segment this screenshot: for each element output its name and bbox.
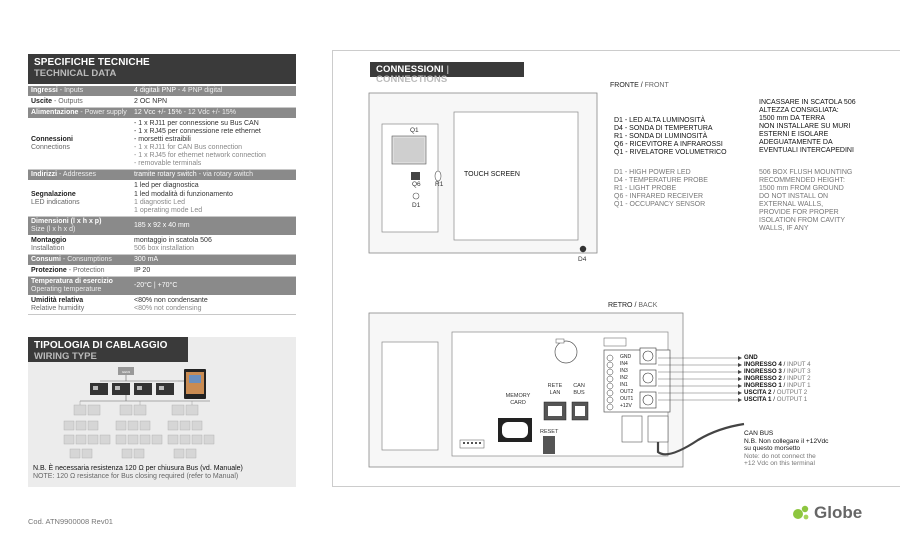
canbus-note-it-line: N.B. Non collegare il +12Vdc <box>744 437 829 445</box>
wiring-note <box>33 465 295 481</box>
spec-value: 12 Vcc +/- 15% - 12 Vdc +/- 15% <box>131 108 296 119</box>
spec-key-en: Protection <box>73 266 105 274</box>
spec-value <box>131 265 296 276</box>
terminal-block <box>604 350 670 412</box>
legend-en-d4: D4 - TEMPERATURE PROBE <box>614 177 708 185</box>
wiring-note-en: NOTE: 120 Ω resistance for Bus closing required (refer to Manual) <box>33 473 239 481</box>
spec-key-en: Installation <box>31 244 65 252</box>
front-label-it: FRONTE <box>610 82 639 89</box>
spec-row <box>28 254 296 265</box>
spec-key: Protezione - Protection <box>28 265 131 276</box>
spec-key-it: Protezione <box>31 266 67 274</box>
spec-value-line-en: 506 box installation <box>134 244 194 252</box>
canbus-note-it-line: su questo morsetto <box>744 445 801 453</box>
terminal-label: OUT1 <box>620 396 634 402</box>
canbus-title: CAN BUS <box>744 430 774 437</box>
rete-lan-label <box>543 383 567 396</box>
spec-row <box>28 119 296 170</box>
can-bus-port-line: CAN <box>573 383 585 389</box>
spec-key-it: Montaggio <box>31 236 67 244</box>
spec-key: Alimentazione - Power supply <box>28 108 131 119</box>
spec-value-it: 185 x 92 x 40 mm <box>134 221 190 229</box>
front-legend-en <box>614 169 708 209</box>
spec-value <box>131 119 296 170</box>
legend-it-d1: D1 - LED ALTA LUMINOSITÀ <box>614 117 706 124</box>
legend-it-q1: Q1 - RIVELATORE VOLUMETRICO <box>614 149 727 157</box>
spec-value-line-it: - 1 x RJ45 per connessione rete ethernet <box>134 128 261 136</box>
spec-value-line-en: 1 diagnostic Led <box>134 198 185 206</box>
memory-card-line: MEMORY <box>505 393 531 399</box>
spec-key-en: Power supply <box>84 109 127 117</box>
spec-key-en: Operating temperature <box>31 285 102 293</box>
spec-key-en: Size (l x h x d) <box>31 225 76 233</box>
spec-value: 4 digitali PNP - 4 PNP digital <box>131 86 296 97</box>
spec-key <box>28 181 131 216</box>
spec-value-it: -20°C | +70°C <box>134 281 178 289</box>
can-terminal-left <box>622 416 642 442</box>
footer-code: Cod. ATN9900008 Rev01 <box>28 517 113 526</box>
spec-value-line-en: <80% not condensing <box>134 305 202 313</box>
terminal-label: IN3 <box>620 368 628 374</box>
field-modules <box>64 405 214 458</box>
wiring-note-it: N.B. È necessaria resistenza 120 Ω per chiusura Bus (vd. Manuale) <box>33 465 243 472</box>
technical-title-en: TECHNICAL DATA <box>34 68 117 79</box>
back-label-it: RETRO <box>608 302 633 309</box>
io-label: INGRESSO 1 / INPUT 1 <box>744 382 811 389</box>
bus-module-row <box>90 383 174 395</box>
can-bus-port-line: BUS <box>573 389 585 396</box>
wiring-header <box>28 337 188 362</box>
spec-value-en: 4 PNP digital <box>182 87 223 94</box>
spec-key-it: Connessioni <box>31 136 74 144</box>
q1-label: Q1 <box>410 127 419 134</box>
spec-value-line-it: montaggio in scatola 506 <box>134 236 212 244</box>
d1-label: D1 <box>412 202 421 209</box>
spec-key-it: Consumi <box>31 255 61 263</box>
spec-value-it: 12 Vcc +/- 15% <box>134 109 182 117</box>
connections-header: CONNESSIONI | CONNECTIONS <box>370 62 524 77</box>
spec-row <box>28 86 296 97</box>
spec-key-en: Relative humidity <box>31 305 85 313</box>
spec-value <box>131 235 296 254</box>
legend-it-q6: Q6 - RICEVITORE A INFRAROSSI <box>614 141 723 149</box>
spec-key-en: Consumptions <box>67 255 112 263</box>
d4-label: D4 <box>578 256 587 263</box>
spec-key-it: Dimensioni (l x h x p) <box>31 217 102 225</box>
spec-key-it: Temperatura di esercizio <box>31 277 113 285</box>
spec-value-line-en: - 1 x RJ11 for CAN Bus connection <box>134 144 243 152</box>
spec-value: tramite rotary switch - via rotary switch <box>131 170 296 181</box>
spec-row <box>28 97 296 108</box>
io-label: INGRESSO 2 / INPUT 2 <box>744 375 811 382</box>
terminal-arrowheads <box>738 356 742 402</box>
memory-card-line: CARD <box>510 399 526 406</box>
mount-en-line: 506 BOX FLUSH MOUNTING <box>759 169 853 176</box>
spec-key-en: Outputs <box>58 98 83 106</box>
legend-it-d4: D4 - SONDA DI TEMPERTURA <box>614 125 713 133</box>
mount-it-line: NON INSTALLARE SU MURI <box>759 123 851 131</box>
spec-value-it: IP 20 <box>134 266 151 274</box>
globe-dots-icon <box>792 504 812 522</box>
spec-value-line-it: <80% non condensante <box>134 297 208 305</box>
r1-label: R1 <box>435 181 444 188</box>
spec-key <box>28 235 131 254</box>
spec-value-en: 12 Vdc +/- 15% <box>187 109 236 117</box>
spec-value-line-it: - 1 x RJ11 per connessione su Bus CAN <box>134 120 259 128</box>
connections-title-it: CONNESSIONI <box>376 64 444 75</box>
spec-key-it: Segnalazione <box>31 190 76 198</box>
spec-table <box>28 86 296 315</box>
spec-key-en: Addresses <box>62 171 96 179</box>
spec-value-it: 4 digitali PNP <box>134 87 176 94</box>
spec-value <box>131 181 296 216</box>
memory-card-label <box>503 393 533 406</box>
mount-en-line: WALLS, IF ANY <box>759 225 809 233</box>
io-label: USCITA 1 / OUTPUT 1 <box>744 396 808 403</box>
terminal-labels <box>620 354 633 410</box>
mount-it-line: INCASSARE IN SCATOLA 506 <box>759 99 856 106</box>
terminal-label: IN1 <box>620 382 628 388</box>
spec-value <box>131 216 296 235</box>
spec-key-en: LED indications <box>31 198 80 206</box>
spec-row <box>28 108 296 119</box>
terminal-label: IN2 <box>620 375 628 381</box>
spec-value <box>131 276 296 295</box>
spec-value <box>131 296 296 315</box>
q6-label: Q6 <box>412 181 421 188</box>
spec-key <box>28 276 131 295</box>
io-label: GND <box>744 354 758 361</box>
rotary-switches <box>640 348 656 408</box>
front-legend-it <box>614 117 727 157</box>
spec-key-it: Ingressi <box>31 87 58 94</box>
io-label: INGRESSO 4 / INPUT 4 <box>744 361 811 368</box>
spec-key <box>28 216 131 235</box>
rete-lan-line: LAN <box>549 389 561 396</box>
mount-en-line: DO NOT INSTALL ON <box>759 193 829 201</box>
right-divider-left <box>332 50 333 486</box>
can-bus-port-label <box>571 383 587 396</box>
wiring-title-en: WIRING TYPE <box>34 351 97 362</box>
spec-key-it: Alimentazione <box>31 109 79 117</box>
spec-key-it: Uscite <box>31 98 53 106</box>
legend-en-q6: Q6 - INFRARED RECEIVER <box>614 193 704 201</box>
rete-lan-line: RETE <box>547 383 563 389</box>
spec-key-en: Connections <box>31 144 70 152</box>
front-label: FRONTE / FRONT <box>610 82 669 89</box>
q6-receiver <box>411 172 420 180</box>
reset-label: RESET <box>540 429 559 435</box>
reset-button <box>543 436 555 454</box>
spec-key-it: Umidità relativa <box>31 297 84 305</box>
bus-top-device-label: GEN3 <box>121 370 131 374</box>
spec-key: Uscite - Outputs <box>28 97 131 108</box>
spec-value-line-it: - morsetti estraibili <box>134 136 191 144</box>
technical-header <box>28 54 296 84</box>
back-left-panel <box>382 342 438 450</box>
mount-it-line: ALTEZZA CONSIGLIATA: <box>759 107 839 115</box>
spec-row <box>28 235 296 254</box>
right-divider-top <box>332 50 900 51</box>
legend-en-d1: D1 - HIGH POWER LED <box>614 169 691 176</box>
touch-screen-label: TOUCH SCREEN <box>464 171 520 178</box>
can-terminal-right <box>648 416 668 442</box>
wiring-title-it: TIPOLOGIA DI CABLAGGIO <box>34 340 168 351</box>
spec-value-it: 2 OC NPN <box>134 98 168 106</box>
spec-key: Ingressi - Inputs <box>28 86 131 97</box>
r1-probe <box>435 171 441 181</box>
io-labels <box>744 354 811 403</box>
spec-value <box>131 97 296 108</box>
spec-value-it: tramite rotary switch <box>134 171 197 179</box>
spec-value-line-en: - removable terminals <box>134 160 202 168</box>
legend-en-r1: R1 - LIGHT PROBE <box>614 185 677 193</box>
legend-en-q1: Q1 - OCCUPANCY SENSOR <box>614 201 706 209</box>
spec-key-en: Inputs <box>64 87 84 94</box>
canbus-note-en-line: +12 Vdc on this terminal <box>744 460 815 468</box>
technical-title-it: SPECIFICHE TECNICHE <box>34 57 150 68</box>
mount-en-line: 1500 mm FROM GROUND <box>759 185 844 193</box>
mount-en-line: EXTERNAL WALLS, <box>759 201 824 209</box>
canbus-note <box>744 430 828 468</box>
spec-row <box>28 276 296 295</box>
spec-key: Indirizzi - Addresses <box>28 170 131 181</box>
mount-en-line: RECOMMENDED HEIGHT: <box>759 177 845 185</box>
spec-row <box>28 181 296 216</box>
d4-probe <box>580 246 586 252</box>
spec-value-line-en: - 1 x RJ45 for ethernet network connection <box>134 152 266 160</box>
mount-en-line: ISOLATION FROM CAVITY <box>759 217 846 225</box>
mount-it-line: 1500 mm DA TERRA <box>759 115 826 123</box>
io-label: USCITA 2 / OUTPUT 2 <box>744 389 808 396</box>
mount-it-line: ESTERNI E ISOLARE <box>759 131 829 139</box>
terminal-label: OUT2 <box>620 389 634 395</box>
spec-value-line-en: 1 operating mode Led <box>134 206 203 214</box>
brand-name: Globe <box>814 503 863 522</box>
legend-it-r1: R1 - SONDA DI LUMINOSITÀ <box>614 133 708 141</box>
spec-row <box>28 170 296 181</box>
back-label: RETRO / BACK <box>608 302 658 309</box>
io-label: INGRESSO 3 / INPUT 3 <box>744 368 811 375</box>
spec-key <box>28 296 131 315</box>
spec-value <box>131 254 296 265</box>
d1-led <box>413 193 419 199</box>
spec-value-it: 300 mA <box>134 255 159 263</box>
mount-en-line: PROVIDE FOR PROPER <box>759 209 839 217</box>
spec-value-line-it: 1 led per diagnostica <box>134 182 199 190</box>
canbus-note-en-line: Note: do not connect the <box>744 452 816 460</box>
brand-logo <box>792 503 862 523</box>
terminal-label: GND <box>620 354 632 360</box>
mount-it-line: ADEGUATAMENTE DA <box>759 139 833 147</box>
terminal-header <box>604 338 626 346</box>
back-label-en: BACK <box>638 302 658 309</box>
front-label-en: FRONT <box>644 82 669 89</box>
terminal-label: +12V <box>620 403 632 409</box>
spec-key: Consumi - Consumptions <box>28 254 131 265</box>
terminal-label: IN4 <box>620 361 628 367</box>
connections-title-en: CONNECTIONS <box>376 73 448 85</box>
coin-battery <box>555 341 577 363</box>
spec-key <box>28 119 131 170</box>
wiring-diagram <box>60 365 280 465</box>
right-divider-bottom <box>332 486 900 487</box>
spec-value-en: via rotary switch <box>202 171 254 179</box>
mount-text-it <box>759 99 856 155</box>
spec-row <box>28 216 296 235</box>
spec-row <box>28 296 296 315</box>
mount-text-en <box>759 169 852 233</box>
spec-key-it: Indirizzi <box>31 171 58 179</box>
spec-value-line-it: 1 led modalità di funzionamento <box>134 190 233 198</box>
mount-it-line: EVENTUALI INTERCAPEDINI <box>759 147 854 155</box>
spec-row <box>28 265 296 276</box>
